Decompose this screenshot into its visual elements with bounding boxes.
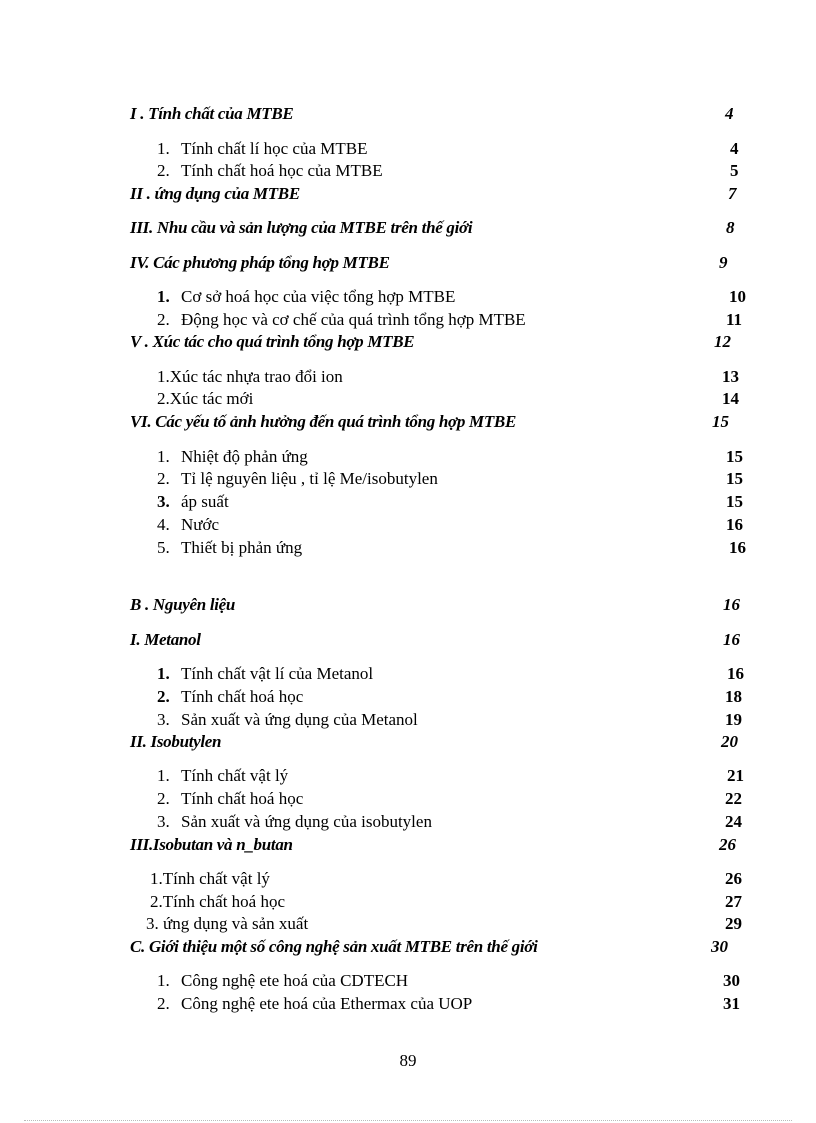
page-bottom-rule xyxy=(24,1120,792,1121)
toc-entry-label: Sản xuất và ứng dụng của isobutylen xyxy=(181,812,432,831)
toc-entry-number: 2. xyxy=(157,789,170,808)
toc-entry[interactable] xyxy=(0,286,816,308)
toc-entry-label: Tính chất vật lý xyxy=(181,766,289,785)
toc-entry[interactable] xyxy=(0,446,816,468)
toc-entry[interactable] xyxy=(0,514,816,536)
toc-entry-label: 2.Xúc tác mới xyxy=(157,389,254,408)
toc-entry-number: 2. xyxy=(157,994,170,1013)
toc-heading[interactable] xyxy=(0,594,816,616)
toc-entry[interactable] xyxy=(0,160,816,182)
toc-entry-label: Tỉ lệ nguyên liệu , tỉ lệ Me/isobutylen xyxy=(181,469,438,488)
toc-entry-label: 1.Xúc tác nhựa trao đổi ion xyxy=(157,367,343,386)
toc-page-number: 22 xyxy=(725,789,742,808)
toc-entry[interactable] xyxy=(0,663,816,685)
toc-page-number: 10 xyxy=(729,287,746,306)
toc-entry-label: 2.Tính chất hoá học xyxy=(150,892,286,911)
toc-entry[interactable] xyxy=(0,138,816,160)
toc-heading[interactable] xyxy=(0,183,816,205)
toc-heading-text: I. Metanol xyxy=(130,630,201,649)
toc-entry-label: Thiết bị phản ứng xyxy=(181,538,303,557)
toc-entry-label: Động học và cơ chế của quá trình tổng hợp MTBE xyxy=(181,310,526,329)
toc-entry[interactable] xyxy=(0,913,816,935)
toc-entry-label: 3. ứng dụng và sản xuất xyxy=(146,914,309,933)
toc-page-number: 26 xyxy=(719,835,736,854)
toc-entry-number: 3. xyxy=(157,492,170,511)
toc-page-number: 13 xyxy=(722,367,739,386)
toc-page-number: 8 xyxy=(726,218,735,237)
toc-page-number: 16 xyxy=(729,538,746,557)
toc-heading-text: III.Isobutan và n_butan xyxy=(130,835,293,854)
toc-entry-number: 1. xyxy=(157,447,170,466)
toc-entry-number: 1. xyxy=(157,287,170,306)
toc-page-number: 4 xyxy=(730,139,739,158)
toc-heading[interactable] xyxy=(0,103,816,125)
toc-heading-text: II. Isobutylen xyxy=(130,732,222,751)
toc-entry[interactable] xyxy=(0,811,816,833)
toc-heading-text: C. Giới thiệu một số công nghệ sản xuất MTBE trên thế giới xyxy=(130,937,538,956)
toc-entry[interactable] xyxy=(0,765,816,787)
toc-entry-label: áp suất xyxy=(181,492,229,511)
toc-entry-label: Tính chất lí học của MTBE xyxy=(181,139,368,158)
toc-entry[interactable] xyxy=(0,868,816,890)
toc-page-number: 21 xyxy=(727,766,744,785)
toc-page-number: 29 xyxy=(725,914,742,933)
toc-entry-label: Công nghệ ete hoá của Ethermax của UOP xyxy=(181,994,473,1013)
toc-entry[interactable] xyxy=(0,491,816,513)
toc-entry-number: 4. xyxy=(157,515,170,534)
toc-page-number: 27 xyxy=(725,892,742,911)
toc-entry-number: 2. xyxy=(157,310,170,329)
toc-page-number: 30 xyxy=(711,937,728,956)
toc-entry[interactable] xyxy=(0,309,816,331)
toc-entry[interactable] xyxy=(0,970,816,992)
toc-page-number: 24 xyxy=(725,812,742,831)
toc-entry-label: Nước xyxy=(181,515,220,534)
toc-entry-number: 3. xyxy=(157,812,170,831)
toc-page-number: 15 xyxy=(726,492,743,511)
toc-entry[interactable] xyxy=(0,993,816,1015)
toc-page-number: 26 xyxy=(725,869,742,888)
toc-entry-label: Tính chất hoá học xyxy=(181,789,304,808)
toc-entry-label: Tính chất hoá học xyxy=(181,687,304,706)
toc-page-number: 15 xyxy=(712,412,729,431)
toc-page-number: 11 xyxy=(726,310,743,329)
toc-page-number: 30 xyxy=(723,971,740,990)
toc-page-number: 19 xyxy=(725,710,742,729)
toc-entry[interactable] xyxy=(0,686,816,708)
toc-entry-label: Công nghệ ete hoá của CDTECH xyxy=(181,971,409,990)
toc-heading-text: III. Nhu cầu và sản lượng của MTBE trên thế giới xyxy=(130,218,473,237)
toc-page-number: 4 xyxy=(725,104,734,123)
toc-heading-text: IV. Các phương pháp tổng hợp MTBE xyxy=(130,253,390,272)
toc-page-number: 16 xyxy=(726,515,743,534)
toc-heading[interactable] xyxy=(0,834,816,856)
page-number: 89 xyxy=(399,1051,417,1070)
toc-entry[interactable] xyxy=(0,388,816,410)
toc-page-number: 16 xyxy=(723,595,740,614)
toc-page-number: 16 xyxy=(723,630,740,649)
toc-heading[interactable] xyxy=(0,936,816,958)
toc-entry[interactable] xyxy=(0,537,816,559)
toc-entry-label: Nhiệt độ phản ứng xyxy=(181,447,308,466)
toc-entry[interactable] xyxy=(0,891,816,913)
toc-page-number: 5 xyxy=(730,161,739,180)
toc-entry-label: Sản xuất và ứng dụng của Metanol xyxy=(181,710,418,729)
toc-entry[interactable] xyxy=(0,709,816,731)
toc-entry-label: Cơ sở hoá học của việc tổng hợp MTBE xyxy=(181,287,456,306)
toc-entry-number: 1. xyxy=(157,139,170,158)
toc-entry-label: Tính chất vật lí của Metanol xyxy=(181,664,374,683)
toc-heading-text: I . Tính chất của MTBE xyxy=(130,104,294,123)
toc-entry-label: 1.Tính chất vật lý xyxy=(150,869,270,888)
toc-heading-text: V . Xúc tác cho quá trình tổng hợp MTBE xyxy=(130,332,415,351)
toc-page-number: 9 xyxy=(719,253,728,272)
toc-page-number: 20 xyxy=(721,732,738,751)
toc-entry-number: 2. xyxy=(157,469,170,488)
toc-entry[interactable] xyxy=(0,468,816,490)
toc-entry-number: 3. xyxy=(157,710,170,729)
toc-page-number: 7 xyxy=(728,184,737,203)
toc-entry[interactable] xyxy=(0,788,816,810)
toc-page-number: 15 xyxy=(726,447,743,466)
toc-entry-number: 1. xyxy=(157,971,170,990)
toc-page-number: 12 xyxy=(714,332,731,351)
toc-entry-number: 2. xyxy=(157,687,170,706)
toc-page-number: 14 xyxy=(722,389,739,408)
toc-entry[interactable] xyxy=(0,366,816,388)
toc-heading[interactable] xyxy=(0,731,816,753)
toc-entry-label: Tính chất hoá học của MTBE xyxy=(181,161,383,180)
toc-entry-number: 1. xyxy=(157,766,170,785)
toc-entry-number: 1. xyxy=(157,664,170,683)
toc-heading[interactable] xyxy=(0,629,816,651)
toc-heading[interactable] xyxy=(0,331,816,353)
toc-heading[interactable] xyxy=(0,217,816,239)
toc-page-number: 16 xyxy=(727,664,744,683)
toc-heading[interactable] xyxy=(0,411,816,433)
toc-heading[interactable] xyxy=(0,252,816,274)
toc-entry-number: 2. xyxy=(157,161,170,180)
toc-heading-text: B . Nguyên liệu xyxy=(130,595,236,614)
toc-entry-number: 5. xyxy=(157,538,170,557)
toc-heading-text: II . ứng dụng của MTBE xyxy=(130,184,300,203)
toc-page-number: 31 xyxy=(723,994,740,1013)
toc-page-number: 18 xyxy=(725,687,742,706)
toc-page-number: 15 xyxy=(726,469,743,488)
toc-heading-text: VI. Các yếu tố ảnh hưởng đến quá trình tổng hợp MTBE xyxy=(130,412,516,431)
